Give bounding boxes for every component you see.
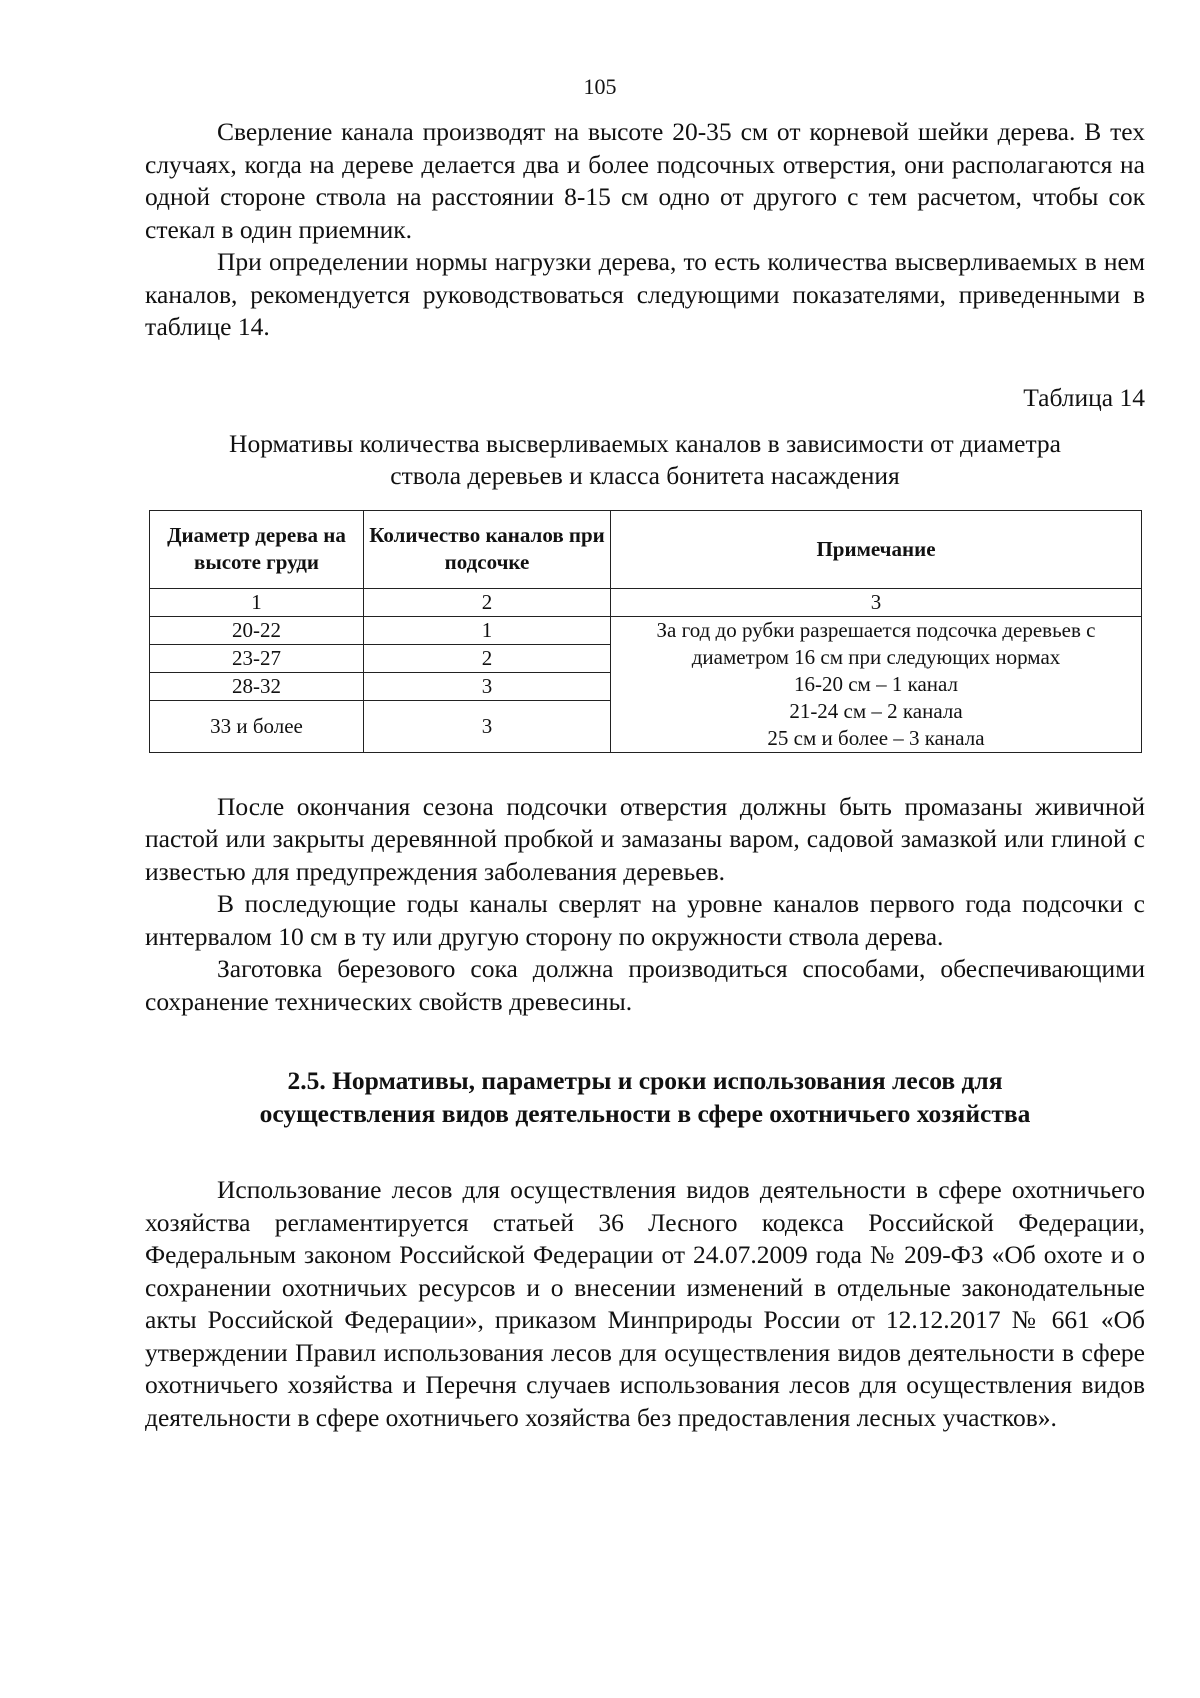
page-number: 105 (583, 74, 617, 99)
channels-cell: 1 (364, 616, 611, 644)
table-caption-line: ствола деревьев и класса бонитета насаждения (390, 460, 900, 490)
channels-cell: 3 (364, 672, 611, 700)
paragraph-load-norm: При определении нормы нагрузки дерева, то есть количества высверливаемых в нем каналов, рекомендуется руководствоваться следующими показателями, приведенными в таблице 14. (145, 247, 1145, 341)
column-number: 2 (364, 588, 611, 616)
paragraph-hunting-regulation: Использование лесов для осуществления видов деятельности в сфере охотничьего хозяйства регламентируется статьей 36 Лесного кодекса Российской Федерации, Федеральным законом Российской Федерации от 24.07.2009 года № 209-ФЗ «Об охоте и о сохранении охотничьих ресурсов и о внесении изменений в отдельные законодательные акты Российской Федерации», приказом Минприроды России от 12.12.2017 № 661 «Об утверждении Правил использования лесов для осуществления видов деятельности в сфере охотничьего хозяйства и Перечня случаев использования лесов для осуществления видов деятельности в сфере охотничьего хозяйства без предоставления лесных участков». (145, 1175, 1145, 1432)
note-line: 25 см и более – 3 канала (767, 725, 985, 750)
note-cell (611, 616, 1142, 752)
table-label: Таблица 14 (1023, 382, 1145, 412)
table-caption-line: Нормативы количества высверливаемых каналов в зависимости от диаметра (229, 428, 1061, 458)
paragraph-drilling: Сверление канала производят на высоте 20-35 см от корневой шейки дерева. В тех случаях, когда на дереве делается два и более подсочных отверстия, они располагаются на одной стороне ствола на расстоянии 8-15 см одно от другого с тем расчетом, чтобы сок стекал в один приемник. (145, 117, 1145, 244)
section-heading-line: 2.5. Нормативы, параметры и сроки использования лесов для (287, 1066, 1003, 1095)
header-channels: Количество каналов при подсочке (364, 510, 611, 588)
diameter-cell: 28-32 (150, 672, 364, 700)
table-row (150, 616, 1142, 644)
table-header-row (150, 510, 1142, 588)
column-number: 1 (150, 588, 364, 616)
channels-cell: 2 (364, 644, 611, 672)
header-diameter: Диаметр дерева на высоте груди (150, 510, 364, 588)
table-caption (145, 428, 1145, 492)
column-number: 3 (611, 588, 1142, 616)
channels-cell: 3 (364, 700, 611, 752)
diameter-cell: 20-22 (150, 616, 364, 644)
norms-table (149, 510, 1142, 753)
page-content (145, 116, 1145, 1434)
note-line: 16-20 см – 1 канал (793, 671, 959, 696)
paragraph-birch-sap: Заготовка березового сока должна производиться способами, обеспечивающими сохранение технических свойств древесины. (145, 954, 1145, 1016)
paragraph-following-years: В последующие годы каналы сверлят на уровне каналов первого года подсочки с интервалом 10 см в ту или другую сторону по окружности ствола дерева. (145, 889, 1145, 951)
section-heading-line: осуществления видов деятельности в сфере охотничьего хозяйства (259, 1099, 1031, 1128)
post-table-text (145, 791, 1145, 1019)
note-line: За год до рубки разрешается подсочка деревьев с (656, 617, 1096, 642)
header-note: Примечание (611, 510, 1142, 588)
note-line: 21-24 см – 2 канала (789, 698, 963, 723)
paragraph-season-end: После окончания сезона подсочки отверстия должны быть промазаны живичной пастой или закрыты деревянной пробкой и замазаны варом, садовой замазкой или глиной с известью для предупреждения заболевания деревьев. (145, 791, 1145, 886)
section-body (145, 1174, 1145, 1434)
diameter-cell: 33 и более (150, 700, 364, 752)
column-number-row (150, 588, 1142, 616)
section-heading (145, 1064, 1145, 1130)
diameter-cell: 23-27 (150, 644, 364, 672)
note-line: диаметром 16 см при следующих нормах (691, 644, 1061, 669)
